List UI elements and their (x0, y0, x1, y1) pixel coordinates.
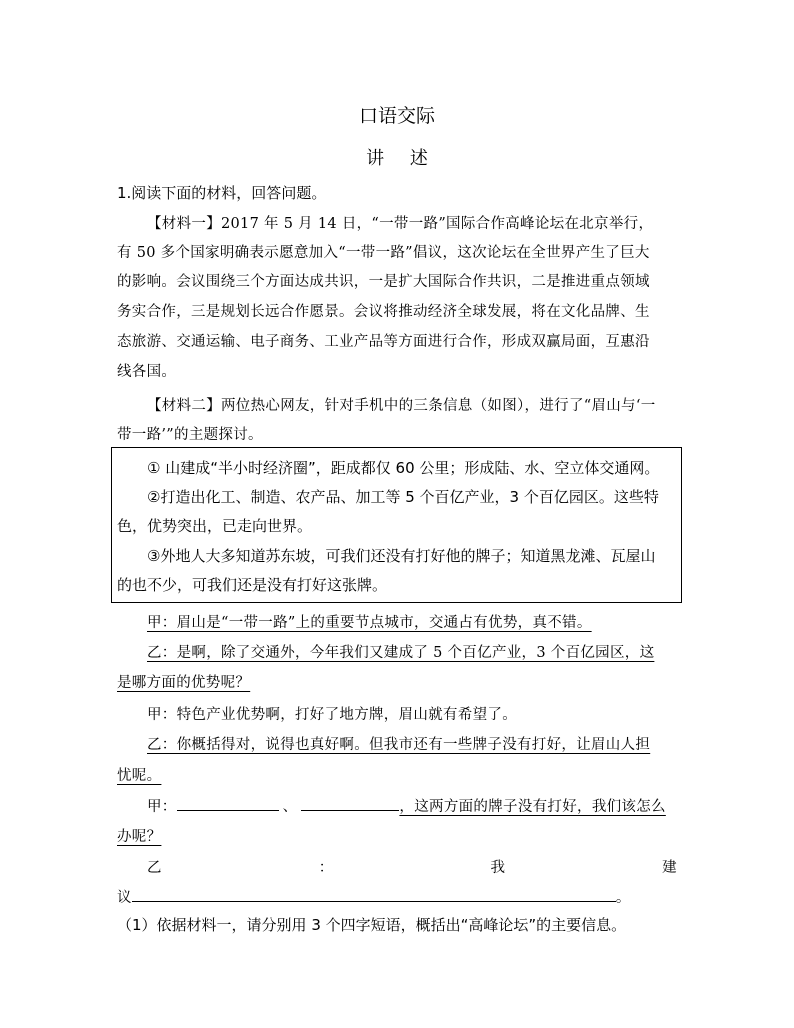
phone-info-box (111, 447, 682, 603)
material-one-line: 线各国。 (117, 364, 177, 380)
answer-blank[interactable] (177, 796, 279, 811)
dialogue-text: 议 (117, 890, 132, 906)
dialogue-line: 是哪方面的优势呢？ (117, 675, 251, 691)
dialogue-text: 。 (615, 890, 631, 906)
document-title: 口语交际 (358, 105, 435, 127)
info-line: 的也不少，可我们还是没有打好这张牌。 (117, 576, 388, 594)
material-one-line: 【材料一】2017 年 5 月 14 日，“一带一路”国际合作高峰论坛在北京举行， (147, 216, 654, 232)
material-one-line: 的影响。会议围绕三个方面达成共识，一是扩大国际合作共识，二是推进重点领域 (117, 274, 650, 290)
dialogue-line: 办呢？ (117, 829, 162, 845)
info-line: ②打造出化工、制造、农产品、加工等 5 个百亿产业，3 个百亿园区。这些特 (147, 488, 659, 506)
material-one-line: 有 50 多个国家明确表示愿意加入“一带一路”倡议，这次论坛在全世界产生了巨大 (117, 245, 650, 261)
material-two-line: 带一路’”的主题探讨。 (117, 427, 263, 443)
info-line: ① 山建成“半小时经济圈”，距成都仅 60 公里；形成陆、水、空立体交通网。 (147, 459, 660, 477)
dialogue-line-spread (147, 856, 677, 877)
material-one-line: 务实合作，三是规划长远合作愿景。会议将推动经济全球发展，将在文化品牌、生 (117, 304, 650, 320)
answer-blank[interactable] (301, 796, 399, 811)
info-line: 色，优势突出，已走向世界。 (117, 517, 313, 535)
info-line: ③外地人大多知道苏东坡，可我们还没有打好他的牌子；知道黑龙滩、瓦屋山 (147, 547, 656, 565)
material-two-line: 【材料二】两位热心网友，针对手机中的三条信息（如图），进行了“眉山与‘一 (147, 398, 656, 414)
speaker-label: 乙 (147, 860, 162, 876)
dialogue-text: 我 (490, 860, 506, 876)
question-prompt: 1.阅读下面的材料，回答问题。 (117, 184, 327, 202)
dialogue-line-with-blanks (147, 795, 666, 816)
dialogue-line: 忧呢。 (117, 768, 162, 784)
colon: ： (318, 860, 334, 876)
dialogue-text: 建 (662, 860, 677, 876)
speaker-label: 甲： (147, 799, 177, 815)
document-subtitle: 讲 述 (366, 148, 438, 169)
material-one-line: 态旅游、交通运输、电子商务、工业产品等方面进行合作，形成双赢局面，互惠沿 (117, 334, 650, 350)
dialogue-line: 甲：特色产业优势啊，打好了地方牌，眉山就有希望了。 (147, 707, 517, 723)
sub-question: （1）依据材料一，请分别用 3 个四字短语，概括出“高峰论坛”的主要信息。 (117, 916, 627, 934)
dialogue-line: 甲：眉山是“一带一路”上的重要节点城市，交通占有优势，真不错。 (147, 615, 592, 631)
dialogue-line: 乙：是啊，除了交通外，今年我们又建成了 5 个百亿产业，3 个百亿园区，这 (147, 645, 655, 661)
dialogue-line-with-blank (117, 886, 631, 907)
separator: 、 (282, 799, 298, 815)
dialogue-text: ，这两方面的牌子没有打好，我们该怎么 (399, 799, 666, 815)
answer-blank[interactable] (132, 887, 616, 902)
dialogue-line: 乙：你概括得对，说得也真好啊。但我市还有一些牌子没有打好，让眉山人担 (147, 737, 651, 753)
